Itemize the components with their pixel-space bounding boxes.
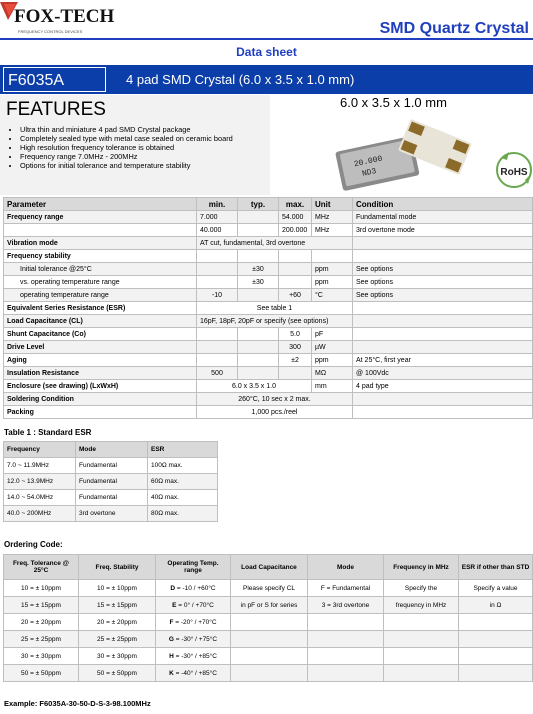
table-cell: 80Ω max. [148, 506, 218, 522]
table-cell [459, 631, 533, 648]
table-cell [308, 614, 384, 631]
table-cell: ppm [312, 354, 353, 367]
ordering-code-title: Ordering Code: [4, 540, 63, 549]
table-cell: ppm [312, 263, 353, 276]
svg-text:RoHS: RoHS [500, 167, 528, 178]
table-row [4, 315, 533, 328]
table-row [4, 614, 533, 631]
table-cell: 200.000 [279, 224, 312, 237]
model-description: 4 pad SMD Crystal (6.0 x 3.5 x 1.0 mm) [126, 72, 355, 87]
table-cell: 5.0 [279, 328, 312, 341]
feature-item: • Frequency range 7.0MHz - 200MHz [20, 152, 233, 161]
table-cell [197, 328, 238, 341]
table-cell [353, 341, 533, 354]
table-cell [231, 665, 308, 682]
table-cell: Aging [4, 354, 197, 367]
table-cell: AT cut, fundamental, 3rd overtone [197, 237, 353, 250]
feature-item: • Completely sealed type with metal case sealed on ceramic board [20, 134, 233, 143]
table-cell: Drive Level [4, 341, 197, 354]
table-cell: 300 [279, 341, 312, 354]
table-row [4, 250, 533, 263]
svg-text:ND3: ND3 [361, 167, 378, 179]
table-row [4, 380, 533, 393]
table-cell: Insulation Resistance [4, 367, 197, 380]
table-cell [279, 276, 312, 289]
table-cell [353, 237, 533, 250]
table-cell: pF [312, 328, 353, 341]
table-row [4, 263, 533, 276]
model-number: F6035A [3, 67, 106, 92]
datasheet-subtitle: Data sheet [236, 45, 297, 59]
table-cell: MΩ [312, 367, 353, 380]
table-row [4, 648, 533, 665]
header-cell: typ. [238, 198, 279, 211]
table-cell [238, 211, 279, 224]
table-cell [238, 367, 279, 380]
svg-text:20.000: 20.000 [353, 154, 384, 170]
table-cell: 14.0 ~ 54.0MHz [4, 490, 76, 506]
table-cell: Equivalent Series Resistance (ESR) [4, 302, 197, 315]
header-cell: Operating Temp. range [156, 555, 231, 580]
table-cell [197, 263, 238, 276]
table-cell [197, 354, 238, 367]
table-header-row [4, 442, 218, 458]
feature-item: • Options for initial tolerance and temperature stability [20, 161, 233, 170]
table-cell: E = 0° / +70°C [156, 597, 231, 614]
table-cell: Initial tolerance @25°C [4, 263, 197, 276]
table-cell: Shunt Capacitance (Co) [4, 328, 197, 341]
table-row [4, 580, 533, 597]
table-cell: Frequency stability [4, 250, 197, 263]
table-cell: +60 [279, 289, 312, 302]
table-cell [231, 648, 308, 665]
table-row [4, 289, 533, 302]
table-cell: ±30 [238, 276, 279, 289]
header-cell: Condition [353, 198, 533, 211]
table-cell: Frequency range [4, 211, 197, 224]
table-cell: K = -40° / +85°C [156, 665, 231, 682]
table-header-row [4, 198, 533, 211]
spec-table [3, 197, 533, 419]
table-cell: At 25°C, first year [353, 354, 533, 367]
table-cell [459, 665, 533, 682]
header-cell: Frequency [4, 442, 76, 458]
table-row [4, 276, 533, 289]
table-cell: 260°C, 10 sec x 2 max. [197, 393, 353, 406]
ordering-code-table [3, 554, 533, 682]
table-row [4, 367, 533, 380]
header-cell: max. [279, 198, 312, 211]
table-cell: Fundamental [76, 474, 148, 490]
table-row [4, 631, 533, 648]
table-row [4, 393, 533, 406]
header-cell: min. [197, 198, 238, 211]
table-row [4, 354, 533, 367]
table-cell: D = -10 / +60°C [156, 580, 231, 597]
table-row [4, 458, 218, 474]
table-cell: operating temperature range [4, 289, 197, 302]
header-cell: ESR [148, 442, 218, 458]
feature-item: • Ultra thin and miniature 4 pad SMD Crystal package [20, 125, 233, 134]
header-cell: Freq. Tolerance @ 25°C [4, 555, 79, 580]
page-title: SMD Quartz Crystal [379, 20, 529, 37]
table-cell: frequency in MHz [384, 597, 459, 614]
table-cell: MHz [312, 224, 353, 237]
table-cell: °C [312, 289, 353, 302]
table-cell [384, 614, 459, 631]
table-row [4, 490, 218, 506]
table-cell: Vibration mode [4, 237, 197, 250]
table-cell: 4 pad type [353, 380, 533, 393]
table-cell: 3rd overtone [76, 506, 148, 522]
features-list [10, 125, 233, 170]
table-cell: 40.0 ~ 200MHz [4, 506, 76, 522]
table-cell: See options [353, 289, 533, 302]
table-row [4, 237, 533, 250]
table-cell: G = -30° / +75°C [156, 631, 231, 648]
table-cell: See options [353, 263, 533, 276]
table-row [4, 474, 218, 490]
table-cell: 54.000 [279, 211, 312, 224]
table-cell: 50 = ± 50ppm [79, 665, 156, 682]
table-cell: mm [312, 380, 353, 393]
table-cell: 1,000 pcs./reel [197, 406, 353, 419]
table-cell: 40.000 [197, 224, 238, 237]
table-cell: 100Ω max. [148, 458, 218, 474]
feature-item: • High resolution frequency tolerance is obtained [20, 143, 233, 152]
table-cell: 10 = ± 10ppm [4, 580, 79, 597]
esr-table-title: Table 1 : Standard ESR [4, 428, 92, 437]
header-cell: Parameter [4, 198, 197, 211]
header-cell: Frequency in MHz [384, 555, 459, 580]
example-code: Example: F6035A-30-50-D-S-3-98.100MHz [4, 699, 151, 708]
table-cell: 20 = ± 20ppm [79, 614, 156, 631]
table-cell: Specify the [384, 580, 459, 597]
table-cell: MHz [312, 211, 353, 224]
table-cell [459, 648, 533, 665]
table-cell: 16pF, 18pF, 20pF or specify (see options) [197, 315, 353, 328]
table-cell: Soldering Condition [4, 393, 197, 406]
table-cell: in pF or S for series [231, 597, 308, 614]
header-rule [0, 38, 533, 40]
table-row [4, 224, 533, 237]
table-cell: 25 = ± 25ppm [4, 631, 79, 648]
table-cell: 20 = ± 20ppm [4, 614, 79, 631]
table-cell: See options [353, 276, 533, 289]
esr-table [3, 441, 218, 522]
table-cell: 30 = ± 30ppm [4, 648, 79, 665]
table-cell [231, 631, 308, 648]
table-cell: F = -20° / +70°C [156, 614, 231, 631]
header-cell: ESR if other than STD [459, 555, 533, 580]
table-row [4, 341, 533, 354]
table-cell: 12.0 ~ 13.9MHz [4, 474, 76, 490]
table-cell: 7.0 ~ 11.9MHz [4, 458, 76, 474]
table-cell: µW [312, 341, 353, 354]
table-cell: 30 = ± 30ppm [79, 648, 156, 665]
table-cell [197, 341, 238, 354]
table-cell [238, 341, 279, 354]
header-cell: Freq. Stability [79, 555, 156, 580]
table-cell [308, 665, 384, 682]
table-cell: Fundamental [76, 490, 148, 506]
table-row [4, 506, 218, 522]
table-cell: 3 = 3rd overtone [308, 597, 384, 614]
table-cell: See table 1 [197, 302, 353, 315]
table-cell [459, 614, 533, 631]
table-cell: Load Capacitance (CL) [4, 315, 197, 328]
table-cell: 3rd overtone mode [353, 224, 533, 237]
table-cell: 60Ω max. [148, 474, 218, 490]
table-cell: H = -30° / +85°C [156, 648, 231, 665]
table-cell [197, 276, 238, 289]
table-cell: Specify a value [459, 580, 533, 597]
table-cell: Fundamental mode [353, 211, 533, 224]
header-cell: Load Capacitance [231, 555, 308, 580]
company-logo [0, 0, 115, 40]
table-cell [384, 665, 459, 682]
table-row [4, 328, 533, 341]
table-cell: F = Fundamental [308, 580, 384, 597]
table-cell: -10 [197, 289, 238, 302]
rohs-badge [495, 150, 533, 190]
table-cell: 40Ω max. [148, 490, 218, 506]
table-header-row [4, 555, 533, 580]
crystal-photo [330, 112, 470, 192]
table-cell: 15 = ± 15ppm [79, 597, 156, 614]
table-cell: ±2 [279, 354, 312, 367]
table-cell [238, 328, 279, 341]
table-cell [308, 648, 384, 665]
header-cell: Unit [312, 198, 353, 211]
table-cell: ppm [312, 276, 353, 289]
table-cell [384, 631, 459, 648]
table-cell: 50 = ± 50ppm [4, 665, 79, 682]
svg-text:FOX-TECH: FOX-TECH [14, 6, 115, 27]
table-cell: vs. operating temperature range [4, 276, 197, 289]
table-cell: 6.0 x 3.5 x 1.0 [197, 380, 312, 393]
table-cell: ±30 [238, 263, 279, 276]
table-cell: Please specify CL [231, 580, 308, 597]
table-cell [238, 224, 279, 237]
table-cell: 25 = ± 25ppm [79, 631, 156, 648]
table-cell: 10 = ± 10ppm [79, 580, 156, 597]
table-cell: 7.000 [197, 211, 238, 224]
table-cell: Packing [4, 406, 197, 419]
table-row [4, 211, 533, 224]
table-cell [279, 263, 312, 276]
table-cell [353, 328, 533, 341]
table-cell: 500 [197, 367, 238, 380]
header-cell: Mode [76, 442, 148, 458]
table-row [4, 597, 533, 614]
table-cell [231, 614, 308, 631]
table-cell [384, 648, 459, 665]
features-title: FEATURES [6, 99, 106, 120]
table-cell [279, 367, 312, 380]
table-cell [4, 224, 197, 237]
table-cell: in Ω [459, 597, 533, 614]
table-row [4, 302, 533, 315]
header-cell: Mode [308, 555, 384, 580]
table-cell: @ 100Vdc [353, 367, 533, 380]
table-cell: Enclosure (see drawing) (LxWxH) [4, 380, 197, 393]
dimension-label: 6.0 x 3.5 x 1.0 mm [340, 95, 447, 110]
table-row [4, 406, 533, 419]
table-cell: 15 = ± 15ppm [4, 597, 79, 614]
svg-text:FREQUENCY CONTROL DEVICES: FREQUENCY CONTROL DEVICES [18, 29, 83, 34]
table-cell [308, 631, 384, 648]
table-cell [238, 289, 279, 302]
table-row [4, 665, 533, 682]
table-cell [238, 354, 279, 367]
table-cell: Fundamental [76, 458, 148, 474]
